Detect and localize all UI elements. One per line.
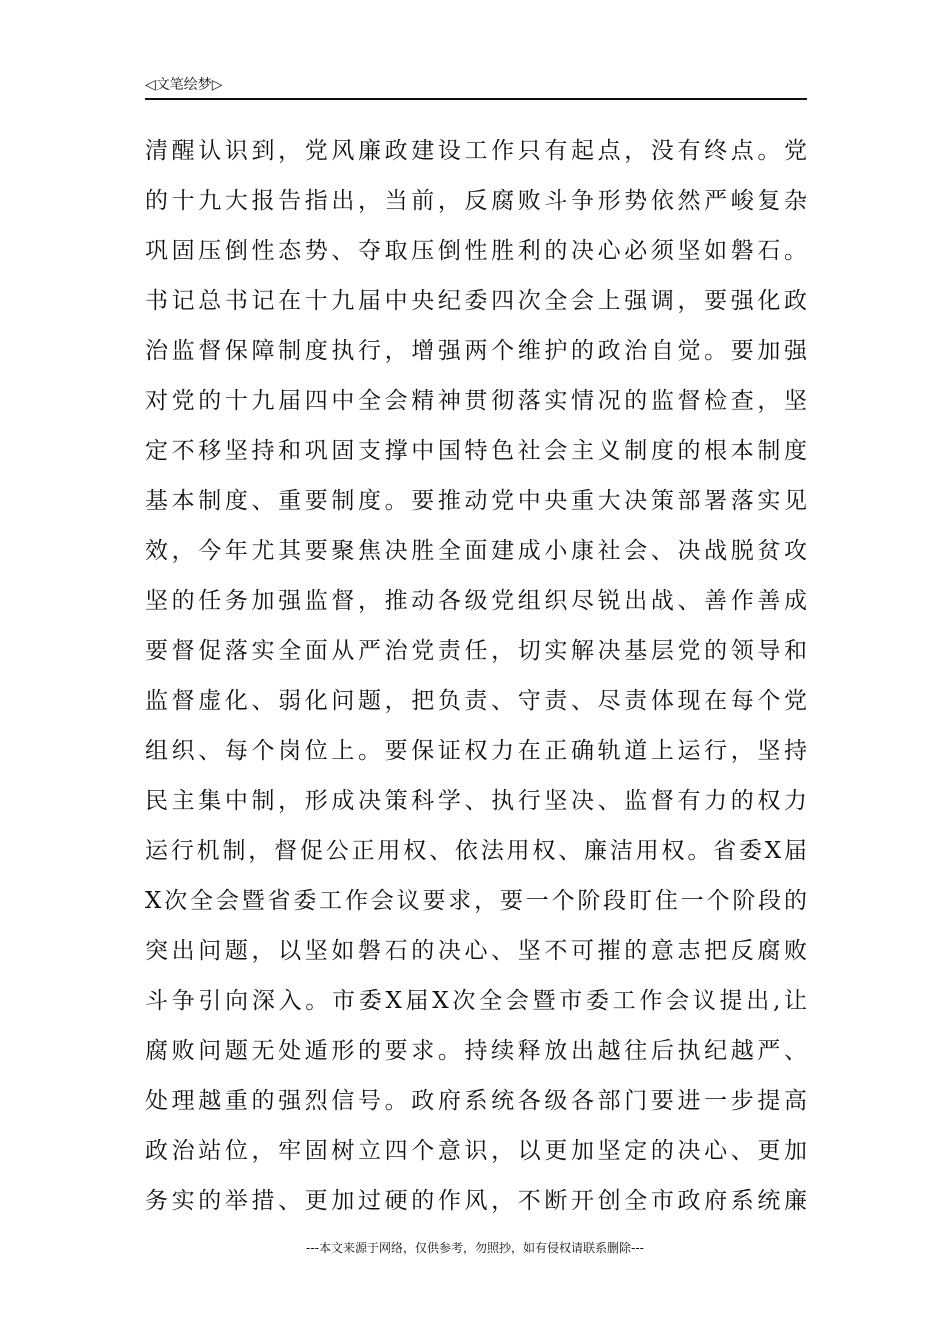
body-line: 处理越重的强烈信号。政府系统各级各部门要进一步提高: [145, 1088, 807, 1114]
body-line: 监督虚化、弱化问题，把负责、守责、尽责体现在每个党: [145, 688, 807, 714]
body-line: 运行机制，督促公正用权、依法用权、廉洁用权。省委X届: [145, 838, 807, 864]
body-line: 组织、每个岗位上。要保证权力在正确轨道上运行，坚持: [145, 738, 807, 764]
body-line: 腐败问题无处遁形的要求。持续释放出越往后执纪越严、: [145, 1038, 807, 1064]
body-line: 清醒认识到，党风廉政建设工作只有起点，没有终点。党: [145, 138, 807, 164]
body-line: 基本制度、重要制度。要推动党中央重大决策部署落实见: [145, 488, 807, 514]
body-line: 定不移坚持和巩固支撑中国特色社会主义制度的根本制度: [145, 438, 807, 464]
body-line: 民主集中制，形成决策科学、执行坚决、监督有力的权力: [145, 788, 807, 814]
body-line: 治监督保障制度执行，增强两个维护的政治自觉。要加强: [145, 338, 807, 364]
body-line: 书记总书记在十九届中央纪委四次全会上强调，要强化政: [145, 288, 807, 314]
header-label: ◁文笔绘梦▷: [145, 77, 223, 93]
body-line: 斗争引向深入。市委X届X次全会暨市委工作会议提出,让: [145, 988, 807, 1014]
body-line: 坚的任务加强监督，推动各级党组织尽锐出战、善作善成: [145, 588, 807, 614]
body-line: 巩固压倒性态势、夺取压倒性胜利的决心必须坚如磐石。: [145, 238, 807, 264]
body-line: 效，今年尤其要聚焦决胜全面建成小康社会、决战脱贫攻: [145, 538, 807, 564]
body-line: X次全会暨省委工作会议要求，要一个阶段盯住一个阶段的: [145, 888, 807, 914]
body-line: 政治站位，牢固树立四个意识，以更加坚定的决心、更加: [145, 1138, 807, 1164]
source-notice: ---本文来源于网络，仅供参考，勿照抄，如有侵权请联系删除---: [306, 1241, 644, 1255]
body-line: 务实的举措、更加过硬的作风，不断开创全市政府系统廉: [145, 1188, 807, 1214]
page-header: [145, 74, 807, 100]
document-body: [145, 126, 807, 1226]
body-line: 突出问题，以坚如磐石的决心、坚不可摧的意志把反腐败: [145, 938, 807, 964]
body-line: 的十九大报告指出，当前，反腐败斗争形势依然严峻复杂: [145, 188, 807, 214]
body-line: 要督促落实全面从严治党责任，切实解决基层党的领导和: [145, 638, 807, 664]
body-line: 对党的十九届四中全会精神贯彻落实情况的监督检查，坚: [145, 388, 807, 414]
